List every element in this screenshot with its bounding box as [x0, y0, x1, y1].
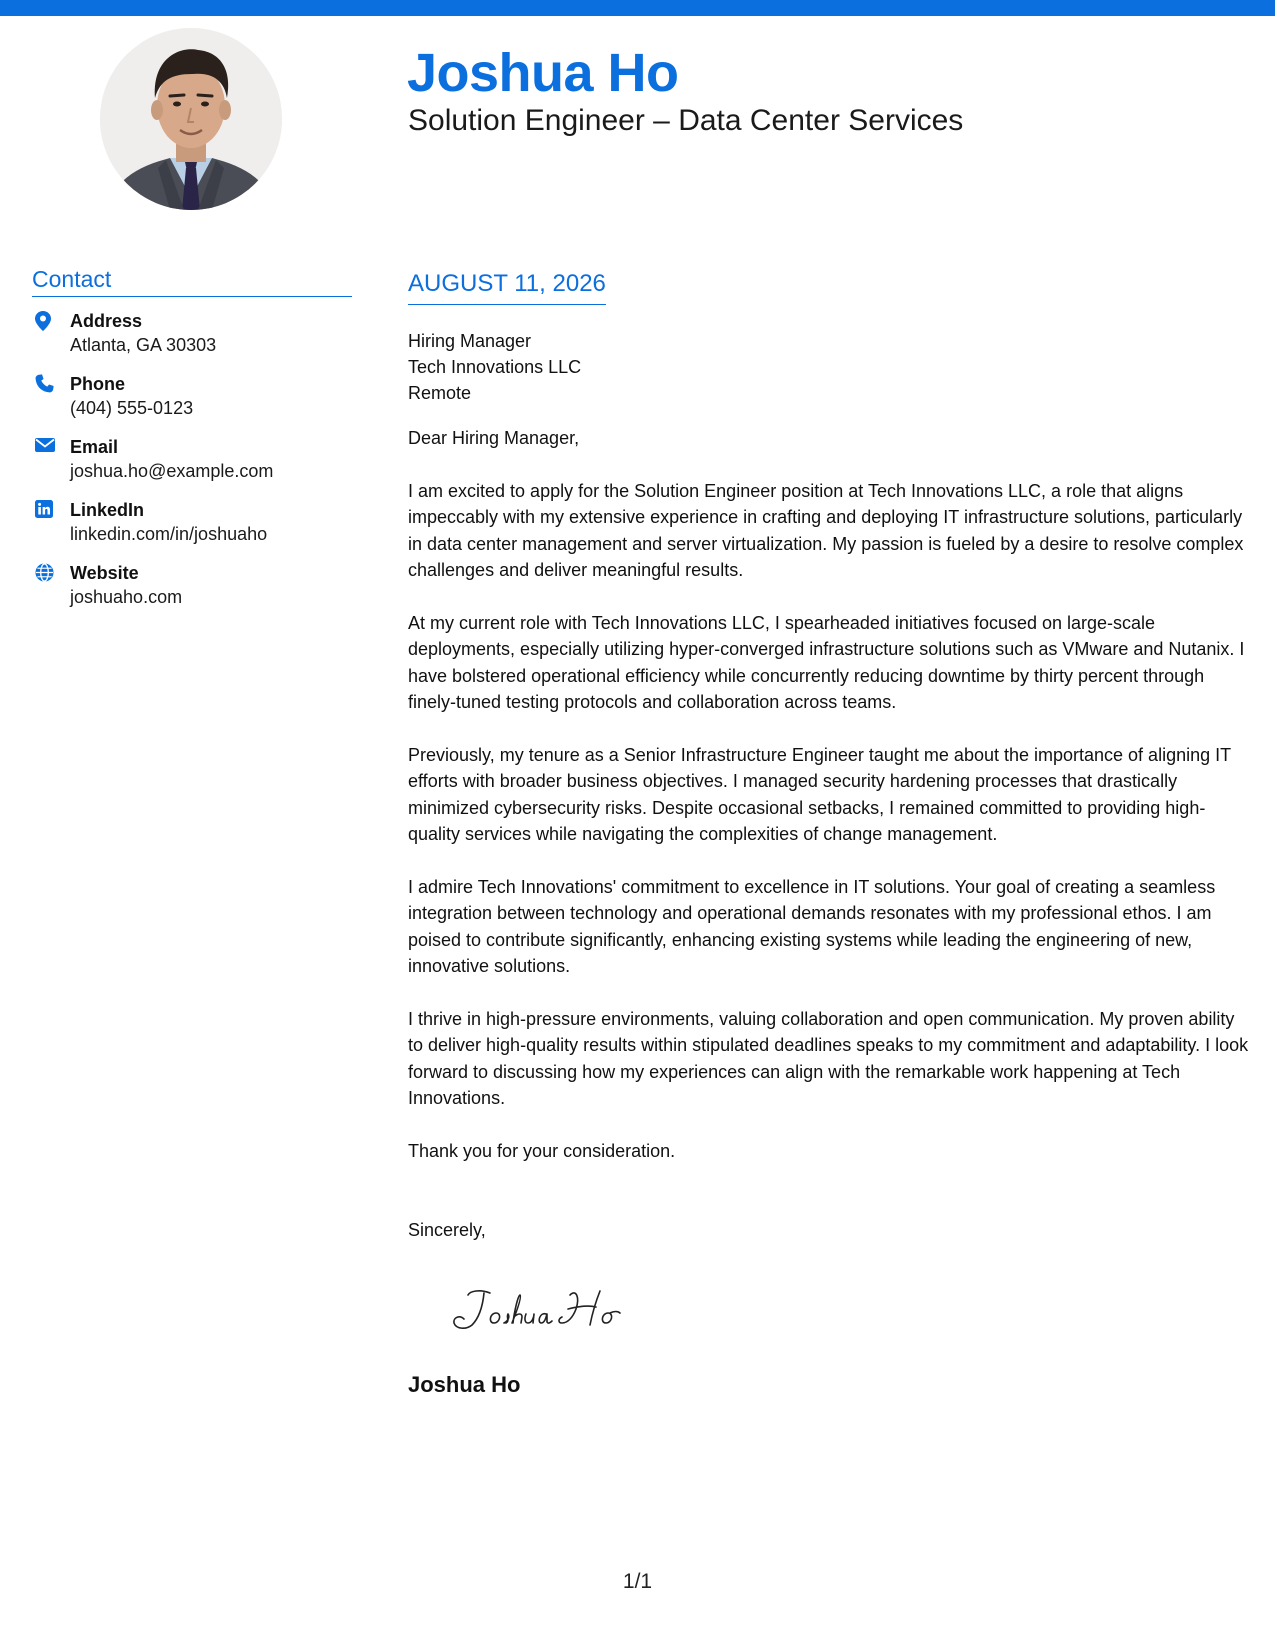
contact-value: linkedin.com/in/joshuaho — [70, 524, 268, 544]
signature-image — [450, 1283, 640, 1340]
envelope-icon — [32, 435, 70, 459]
letter-paragraph: I thrive in high-pressure environments, valuing collaboration and open communication. My proven ability to deliver high-quality results within stipulated deadlines speaks to my commitment and adaptability. I look forward to discussing how my experiences can align with the remarkable work happening at Tech Innovations. — [408, 1008, 1249, 1108]
contact-list — [32, 309, 352, 624]
letter-paragraph: Previously, my tenure as a Senior Infrastructure Engineer taught me about the importance of aligning IT efforts with broader business objectives. I managed security hardening processes that drastically minimized cybersecurity risks. Despite occasional setbacks, I remained committed to providing high-quality services while navigating the complexities of change management. — [408, 744, 1231, 844]
contact-item-phone — [32, 372, 352, 435]
contact-item-email — [32, 435, 352, 498]
page-number: 1/1 — [622, 1570, 653, 1593]
salutation: Dear Hiring Manager, — [408, 428, 580, 448]
letter-date: AUGUST 11, 2026 — [408, 270, 606, 305]
profile-photo — [100, 28, 282, 210]
map-pin-icon — [32, 309, 70, 333]
linkedin-icon — [32, 498, 70, 522]
contact-value: Atlanta, GA 30303 — [70, 335, 217, 355]
contact-sidebar — [32, 266, 352, 624]
letter-paragraph: I admire Tech Innovations' commitment to excellence in IT solutions. Your goal of creating a seamless integration between technology and operational demands resonates with my professional ethos. I am poised to contribute significantly, enhancing existing systems while leading the engineering of new, innovative solutions. — [408, 876, 1216, 976]
phone-icon — [32, 372, 70, 396]
contact-value: joshua.ho@example.com — [70, 461, 274, 481]
contact-label: Website — [70, 563, 139, 583]
avatar — [100, 28, 282, 210]
contact-value: (404) 555-0123 — [70, 398, 194, 418]
applicant-name: Joshua Ho — [407, 43, 679, 103]
letter-paragraph: I am excited to apply for the Solution Engineer position at Tech Innovations LLC, a role that aligns impeccably with my extensive experience in crafting and deploying IT infrastructure solutions, particularly in data center management and server virtualization. My passion is fueled by a desire to resolve complex challenges and deliver meaningful results. — [408, 480, 1244, 580]
thanks-line: Thank you for your consideration. — [408, 1140, 676, 1161]
job-title: Solution Engineer – Data Center Services — [408, 104, 964, 137]
handwritten-signature — [450, 1283, 640, 1335]
signer-name: Joshua Ho — [408, 1372, 521, 1397]
contact-item-website — [32, 561, 352, 624]
contact-label: LinkedIn — [70, 500, 145, 520]
contact-label: Email — [70, 437, 119, 457]
contact-label: Phone — [70, 374, 126, 394]
globe-icon — [32, 561, 70, 585]
contact-value: joshuaho.com — [70, 587, 183, 607]
recipient-block — [408, 328, 1253, 406]
contact-label: Address — [70, 311, 143, 331]
recipient-line: Hiring Manager — [408, 331, 532, 351]
letter-body — [408, 328, 1253, 1244]
contact-item-linkedin — [32, 498, 352, 561]
letter-paragraph: At my current role with Tech Innovations LLC, I spearheaded initiatives focused on large-scale deployments, especially utilizing hyper-converged infrastructure solutions such as VMware and Nutanix. I have bolstered operational efficiency while concurrently reducing downtime by thirty percent through finely-tuned testing protocols and collaboration across teams. — [408, 612, 1245, 712]
contact-heading: Contact — [32, 266, 352, 297]
top-accent-bar — [0, 0, 1275, 16]
contact-item-address — [32, 309, 352, 372]
recipient-line: Tech Innovations LLC — [408, 357, 582, 377]
recipient-line: Remote — [408, 383, 472, 403]
closing-line: Sincerely, — [408, 1220, 486, 1240]
